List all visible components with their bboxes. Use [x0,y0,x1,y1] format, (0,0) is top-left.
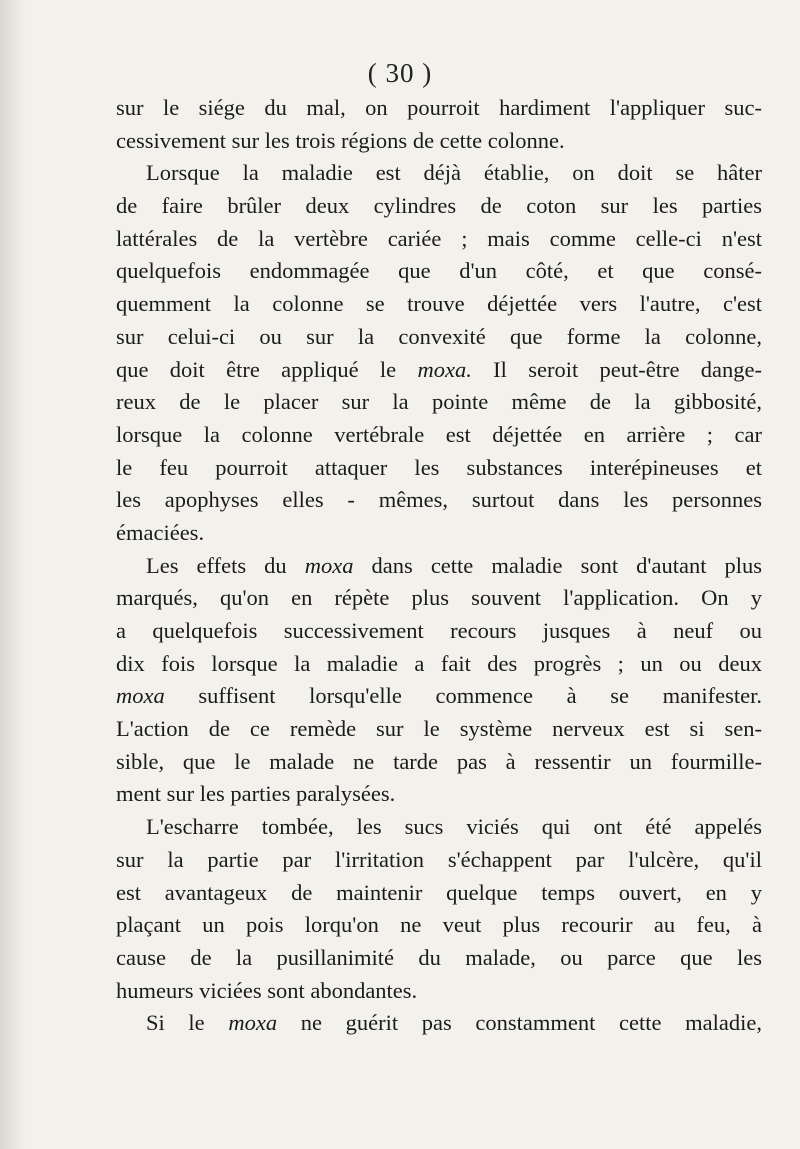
text-segment: Lorsque la maladie est déjà établie, on doit se hâter [146,160,762,186]
text-segment: reux de le placer sur la pointe même de la gibbosité, [116,389,762,415]
text-segment: quelquefois endommagée que d'un côté, et que consé- [116,258,762,284]
text-line [116,452,762,485]
italic-term: moxa [228,1010,278,1036]
text-line [116,255,762,288]
text-segment: Il seroit peut-être dange- [471,356,762,382]
text-line [116,1007,762,1040]
text-line [116,517,762,550]
text-line [116,125,762,158]
text-segment: émaciées. [116,519,205,545]
text-line [116,844,762,877]
text-segment: le feu pourroit attaquer les substances interépineuses et [116,454,762,480]
text-line [116,942,762,975]
text-segment: ne guérit pas constamment cette maladie, [277,1010,762,1036]
text-line [116,713,762,746]
text-segment: suffisent lorsqu'elle commence à se manifester. [164,683,762,709]
text-segment: sur le siége du mal, on pourroit hardiment l'appliquer suc- [116,95,762,120]
italic-term: moxa [304,552,354,578]
text-segment: dix fois lorsque la maladie a fait des progrès ; un ou deux [116,650,762,676]
text-segment: L'escharre tombée, les sucs viciés qui ont été appelés [146,814,762,840]
text-line [116,550,762,583]
italic-term: moxa. [417,356,472,382]
text-line [116,746,762,779]
text-segment: dans cette maladie sont d'autant plus [353,552,763,578]
text-segment: lattérales de la vertèbre cariée ; mais comme celle-ci n'est [116,225,762,251]
text-segment: est avantageux de maintenir quelque temps ouvert, en y [116,879,762,905]
text-line [116,648,762,681]
text-line [116,811,762,844]
text-segment: marqués, qu'on en répète plus souvent l'application. On y [116,585,762,611]
text-segment: ment sur les parties paralysées. [116,781,396,807]
text-line [116,615,762,648]
text-segment: sur celui-ci ou sur la convexité que forme la colonne, [116,323,762,349]
text-line [116,157,762,190]
text-line [116,321,762,354]
text-line [116,909,762,942]
text-segment: plaçant un pois lorqu'on ne veut plus recourir au feu, à [116,912,762,938]
text-segment: cause de la pusillanimité du malade, ou parce que les [116,944,762,970]
text-segment: sible, que le malade ne tarde pas à ressentir un fourmille- [116,748,762,774]
text-segment: Si le [146,1010,229,1036]
text-line [116,386,762,419]
text-line [116,975,762,1008]
text-line [116,92,762,125]
text-line [116,680,762,713]
text-segment: de faire brûler deux cylindres de coton sur les parties [116,193,762,219]
text-segment: cessivement sur les trois régions de cette colonne. [116,127,565,153]
text-line [116,877,762,910]
body-text [116,92,762,1040]
text-line [116,582,762,615]
text-segment: L'action de ce remède sur le système nerveux est si sen- [116,716,762,742]
text-line [116,354,762,387]
page-gutter-shadow [0,0,26,1149]
text-line [116,190,762,223]
text-segment: sur la partie par l'irritation s'échappent par l'ulcère, qu'il [116,846,762,872]
text-segment: a quelquefois successivement recours jusques à neuf ou [116,618,762,643]
text-segment: lorsque la colonne vertébrale est déjettée en arrière ; car [116,421,762,447]
text-line [116,288,762,321]
text-line [116,223,762,256]
text-segment: les apophyses elles - mêmes, surtout dans les personnes [116,487,762,513]
text-line [116,484,762,517]
page-number: ( 30 ) [367,58,433,88]
text-segment: Les effets du [146,552,305,578]
italic-term: moxa [116,683,165,709]
text-segment: quemment la colonne se trouve déjettée vers l'autre, c'est [116,291,762,317]
text-segment: que doit être appliqué le [116,356,418,382]
text-line [116,778,762,811]
text-line [116,419,762,452]
text-segment: humeurs viciées sont abondantes. [116,977,418,1003]
